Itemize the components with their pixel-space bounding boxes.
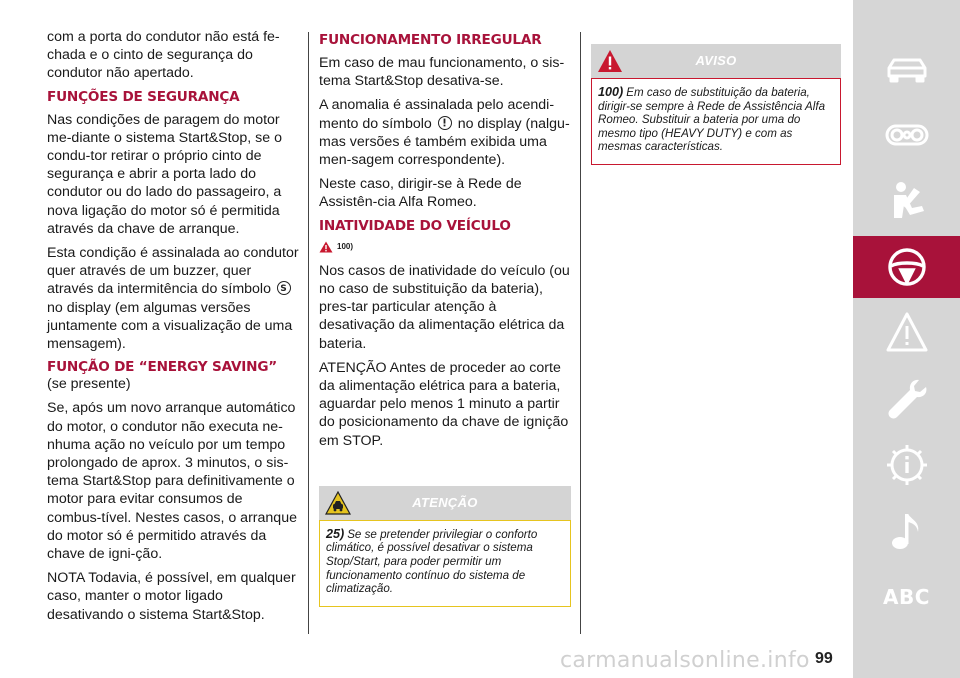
heading-inatividade: INATIVIDADE DO VEÍCULO [319,217,511,234]
seatbelt-person-icon [884,178,930,224]
atencao-callout [319,486,571,607]
atencao-body [319,520,571,607]
music-note-icon [884,508,930,554]
energy-saving-subtitle: (se presente) [47,376,131,393]
aviso-callout [591,44,841,165]
car-icon [884,46,930,92]
paragraph-nota: NOTA Todavia, é possível, em qualquer caso, manter o motor ligado desativando o sistema Start&Stop. [47,570,296,623]
heading-energy-saving: FUNÇÃO DE “ENERGY SAVING” [47,359,278,376]
info-gear-icon [884,442,930,488]
aviso-title: AVISO [695,52,737,68]
paragraph-mau-funcionamento: Em caso de mau funcionamento, o sis-tema Start&Stop desativa-se. [319,55,565,90]
attention-car-icon [325,491,351,515]
atencao-number: 25) [326,526,345,541]
column-middle [319,28,571,607]
aviso-text: Em caso de substituição da bateria, dirigir-se sempre à Rede de Assistência Alfa Romeo. Substituir a bateria por uma do mesmo tipo (HEAVY DUTY) e com as mesmas características. [598,86,826,154]
warning-triangle-icon [884,310,930,356]
sidebar-item-safety[interactable] [853,170,960,232]
index-abc-label: ABC [883,585,930,609]
aviso-number: 100) [598,85,624,99]
column-divider [580,32,581,634]
warning-triangle-icon [319,241,333,253]
sidebar-item-driving[interactable] [853,236,960,298]
paragraph-atencao-corte: ATENÇÃO Antes de proceder ao corte da alimentação elétrica para a bateria, aguardar pelo menos 1 minuto a partir do posicionamento da chave de ignição em STOP. [319,359,569,449]
sidebar-item-car[interactable] [853,38,960,100]
atencao-text: Se se pretender privilegiar o conforto climático, é possível desativar o sistema Stop/Start, para poder permitir um funcionamento contínuo do sistema de climatização. [326,527,538,596]
watermark: carmanualsonline.info [560,648,810,673]
atencao-header [319,486,571,520]
start-stop-symbol-icon [277,281,291,295]
atencao-title: ATENÇÃO [412,494,478,510]
heading-funcionamento-irregular: FUNCIONAMENTO IRREGULAR [319,32,542,48]
sidebar-item-emergency[interactable] [853,302,960,364]
warning-reference: 100) [319,238,571,256]
aviso-body [591,78,841,165]
instrument-cluster-icon [884,112,930,158]
sidebar-item-index[interactable] [853,566,960,628]
sidebar-item-maintenance[interactable] [853,368,960,430]
sidebar-item-instruments[interactable] [853,104,960,166]
steering-wheel-icon [884,244,930,290]
column-right [591,28,841,165]
sidebar-item-technical[interactable] [853,434,960,496]
aviso-header [591,44,841,78]
paragraph-continued: com a porta do condutor não está fe-chada e o cinto de segurança do condutor não apertado. [47,29,280,82]
sidebar-item-multimedia[interactable] [853,500,960,562]
paragraph-buzzer: Esta condição é assinalada ao condutor quer através de um buzzer, quer através da intermitência do símbolo S no display (em algumas versões juntamente com a visualização de uma mensagem). [47,245,299,353]
column-left [47,28,299,630]
wrench-icon [884,376,930,422]
paragraph-anomalia: A anomalia é assinalada pelo acendi-mento do símbolo no display (nalgu-mas versões é também exibida uma men-sagem correspondente). [319,97,570,169]
paragraph-energy-saving: Se, após um novo arranque automático do motor, o condutor não executa ne-nhuma ação no veículo por um tempo prolongado de aprox. 3 minutos, o sis-tema Start&Stop para definitivamente o motor para evitar consumos de combus-tível. Nestes casos, o arranque do motor só é permitido através da chave de igni-ção. [47,400,297,563]
paragraph-seguranca: Nas condições de paragem do motor me-diante o sistema Start&Stop, se o condu-tor retirar o próprio cinto de segurança e abrir a porta lado do condutor ou do lado do passageiro, a nova ligação do motor só é permitida através da chave de arranque. [47,111,282,237]
column-divider [308,32,309,634]
page-number: 99 [815,650,833,667]
warning-triangle-icon [597,49,623,73]
paragraph-rede-assistencia: Neste caso, dirigir-se à Rede de Assistên-cia Alfa Romeo. [319,176,522,211]
paragraph-inatividade: Nos casos de inatividade do veículo (ou no caso de substituição da bateria), pres-tar particular atenção à desativação da alimentação elétrica da bateria. [319,262,570,352]
failure-symbol-icon [438,116,452,130]
chapter-sidebar [853,0,960,678]
heading-funcoes-seguranca: FUNÇÕES DE SEGURANÇA [47,88,240,105]
svg-text:S: S [280,284,287,294]
